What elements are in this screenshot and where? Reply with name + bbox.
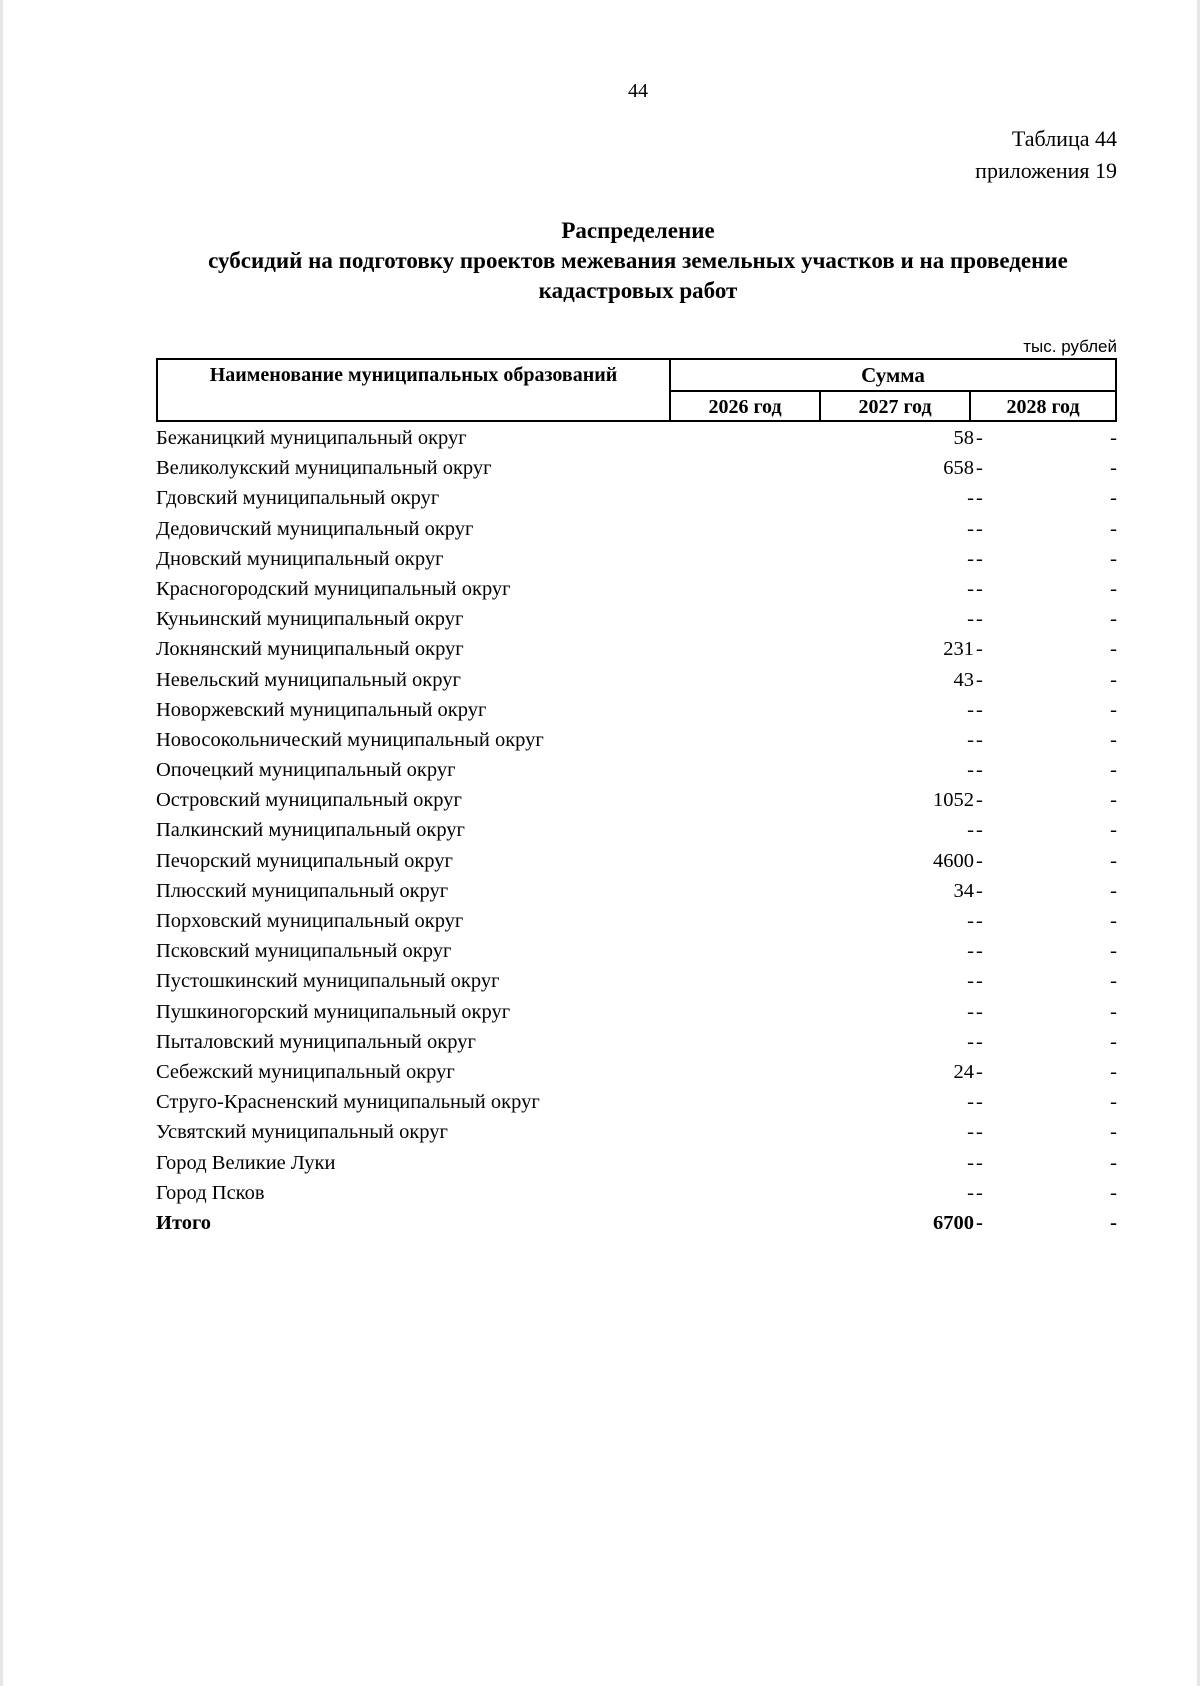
value-2028: - xyxy=(1110,1060,1117,1083)
municipality-name: Палкинский муниципальный округ xyxy=(156,819,465,842)
table-row xyxy=(156,665,1117,695)
value-2026: - xyxy=(967,1151,974,1174)
value-2028: - xyxy=(1110,910,1117,932)
total-row xyxy=(156,1208,1117,1238)
value-2028: - xyxy=(1110,849,1117,872)
municipality-name: Струго-Красненский муниципальный округ xyxy=(156,1091,540,1114)
value-2026: - xyxy=(967,1000,974,1023)
value-2028: - xyxy=(1110,547,1117,570)
value-2027: - xyxy=(976,577,983,600)
table-row xyxy=(156,483,1117,513)
value-2028: - xyxy=(1110,577,1117,600)
value-2028: - xyxy=(1110,1121,1117,1144)
value-2027: - xyxy=(976,970,983,993)
value-2027: - xyxy=(976,759,983,782)
value-2026: - xyxy=(967,517,974,540)
value-2026: 231 xyxy=(943,638,974,661)
table-row xyxy=(156,1148,1117,1178)
value-2028: - xyxy=(1110,638,1117,661)
value-2028: - xyxy=(1110,457,1117,480)
value-2026: - xyxy=(967,1121,974,1144)
value-2028: - xyxy=(1110,1000,1117,1023)
title-line-2: субсидий на подготовку проектов межевания земельных участков и на проведение xyxy=(208,248,1068,273)
table-row xyxy=(156,574,1117,604)
table-row xyxy=(156,815,1117,845)
table-row xyxy=(156,1057,1117,1087)
value-2028: - xyxy=(1110,698,1117,721)
value-2027: - xyxy=(976,849,983,872)
municipality-name: Дедовичский муниципальный округ xyxy=(156,517,474,540)
scan-edge-left xyxy=(0,0,3,1686)
total-label: Итого xyxy=(156,1211,212,1234)
value-2028: - xyxy=(1110,1091,1117,1114)
municipality-name: Пушкиногорский муниципальный округ xyxy=(156,1000,511,1023)
value-2028: - xyxy=(1110,728,1117,751)
value-2026: - xyxy=(967,1030,974,1053)
municipality-name: Себежский муниципальный округ xyxy=(156,1060,455,1083)
table-row xyxy=(156,876,1117,906)
value-2027: - xyxy=(976,1091,983,1114)
title-line-1: Распределение xyxy=(561,218,715,243)
municipality-name: Псковский муниципальный округ xyxy=(156,940,452,963)
municipality-name: Гдовский муниципальный округ xyxy=(156,487,440,510)
municipality-name: Локнянский муниципальный округ xyxy=(156,638,464,661)
value-2027: - xyxy=(976,910,983,932)
value-2028: - xyxy=(1110,487,1117,510)
value-2028: - xyxy=(1110,970,1117,993)
title-line-3: кадастровых работ xyxy=(538,278,738,303)
municipality-name: Печорский муниципальный округ xyxy=(156,849,453,872)
municipality-name: Дновский муниципальный округ xyxy=(156,547,444,570)
value-2028: - xyxy=(1110,517,1117,540)
value-2028: - xyxy=(1110,1211,1117,1234)
header-sum: Сумма xyxy=(671,360,1115,392)
value-2027: - xyxy=(976,1030,983,1053)
municipality-name: Новоржевский муниципальный округ xyxy=(156,698,487,721)
table-row xyxy=(156,997,1117,1027)
table-row xyxy=(156,906,1117,936)
value-2028: - xyxy=(1110,940,1117,963)
table-row xyxy=(156,785,1117,815)
table-row xyxy=(156,695,1117,725)
value-2026: - xyxy=(967,608,974,631)
header-year-2026: 2026 год xyxy=(671,392,821,422)
value-2028: - xyxy=(1110,759,1117,782)
municipality-name: Плюсский муниципальный округ xyxy=(156,879,449,902)
value-2026: - xyxy=(967,819,974,842)
value-2026: - xyxy=(967,698,974,721)
value-2026: 6700 xyxy=(933,1211,974,1234)
value-2027: - xyxy=(976,728,983,751)
table-row xyxy=(156,725,1117,755)
value-2027: - xyxy=(976,789,983,812)
value-2028: - xyxy=(1110,427,1117,449)
table-row xyxy=(156,755,1117,785)
value-2027: - xyxy=(976,879,983,902)
value-2028: - xyxy=(1110,1151,1117,1174)
units-label: тыс. рублей xyxy=(1023,337,1117,356)
value-2027: - xyxy=(976,1151,983,1174)
municipality-name: Порховский муниципальный округ xyxy=(156,910,464,932)
value-2027: - xyxy=(976,1211,983,1234)
value-2027: - xyxy=(976,819,983,842)
page-number: 44 xyxy=(628,80,648,102)
value-2028: - xyxy=(1110,789,1117,812)
value-2027: - xyxy=(976,1121,983,1144)
table-row xyxy=(156,423,1117,453)
value-2027: - xyxy=(976,457,983,480)
value-2027: - xyxy=(976,668,983,691)
value-2027: - xyxy=(976,547,983,570)
value-2026: - xyxy=(967,759,974,782)
value-2027: - xyxy=(976,1181,983,1204)
value-2027: - xyxy=(976,608,983,631)
table-row xyxy=(156,1178,1117,1208)
value-2026: - xyxy=(967,728,974,751)
municipality-name: Пыталовский муниципальный округ xyxy=(156,1030,476,1053)
table-row xyxy=(156,604,1117,634)
value-2026: 24 xyxy=(953,1060,974,1083)
municipality-name: Опочецкий муниципальный округ xyxy=(156,759,456,782)
value-2028: - xyxy=(1110,819,1117,842)
value-2026: - xyxy=(967,970,974,993)
table-row xyxy=(156,1117,1117,1147)
table-row xyxy=(156,846,1117,876)
value-2028: - xyxy=(1110,879,1117,902)
table-row xyxy=(156,514,1117,544)
municipality-name: Новосокольнический муниципальный округ xyxy=(156,728,544,751)
value-2026: 1052 xyxy=(933,789,974,812)
value-2028: - xyxy=(1110,1181,1117,1204)
table-row xyxy=(156,936,1117,966)
header-year-2028: 2028 год xyxy=(1006,396,1080,418)
header-name: Наименование муниципальных образований xyxy=(158,360,671,420)
municipality-name: Усвятский муниципальный округ xyxy=(156,1121,448,1144)
value-2028: - xyxy=(1110,608,1117,631)
table-body xyxy=(156,423,1117,1238)
value-2027: - xyxy=(976,517,983,540)
municipality-name: Красногородский муниципальный округ xyxy=(156,577,511,600)
table-header xyxy=(156,358,1117,422)
table-row xyxy=(156,544,1117,574)
value-2026: - xyxy=(967,487,974,510)
value-2027: - xyxy=(976,487,983,510)
municipality-name: Островский муниципальный округ xyxy=(156,789,462,812)
table-row xyxy=(156,1087,1117,1117)
municipality-name: Пустошкинский муниципальный округ xyxy=(156,970,500,993)
value-2026: - xyxy=(967,547,974,570)
value-2026: 43 xyxy=(953,668,974,691)
value-2027: - xyxy=(976,427,983,449)
value-2026: 58 xyxy=(953,427,974,449)
municipality-name: Город Псков xyxy=(156,1181,265,1204)
value-2028: - xyxy=(1110,1030,1117,1053)
municipality-name: Великолукский муниципальный округ xyxy=(156,457,492,480)
value-2027: - xyxy=(976,638,983,661)
value-2026: - xyxy=(967,910,974,932)
municipality-name: Куньинский муниципальный округ xyxy=(156,608,464,631)
value-2026: - xyxy=(967,1181,974,1204)
municipality-name: Бежаницкий муниципальный округ xyxy=(156,427,467,449)
value-2027: - xyxy=(976,1060,983,1083)
value-2027: - xyxy=(976,940,983,963)
table-row xyxy=(156,634,1117,664)
value-2026: - xyxy=(967,577,974,600)
municipality-name: Город Великие Луки xyxy=(156,1151,336,1174)
value-2027: - xyxy=(976,698,983,721)
table-row xyxy=(156,966,1117,996)
value-2026: - xyxy=(967,940,974,963)
table-label-appendix: приложения 19 xyxy=(975,158,1117,183)
municipality-name: Невельский муниципальный округ xyxy=(156,668,461,691)
table-row xyxy=(156,453,1117,483)
table-row xyxy=(156,1027,1117,1057)
value-2026: 658 xyxy=(943,457,974,480)
value-2026: - xyxy=(967,1091,974,1114)
header-year-2027: 2027 год xyxy=(821,392,971,422)
value-2026: 34 xyxy=(953,879,974,902)
table-label-number: Таблица 44 xyxy=(1011,126,1117,151)
value-2027: - xyxy=(976,1000,983,1023)
value-2026: 4600 xyxy=(933,849,974,872)
value-2028: - xyxy=(1110,668,1117,691)
document-title xyxy=(150,216,1126,306)
